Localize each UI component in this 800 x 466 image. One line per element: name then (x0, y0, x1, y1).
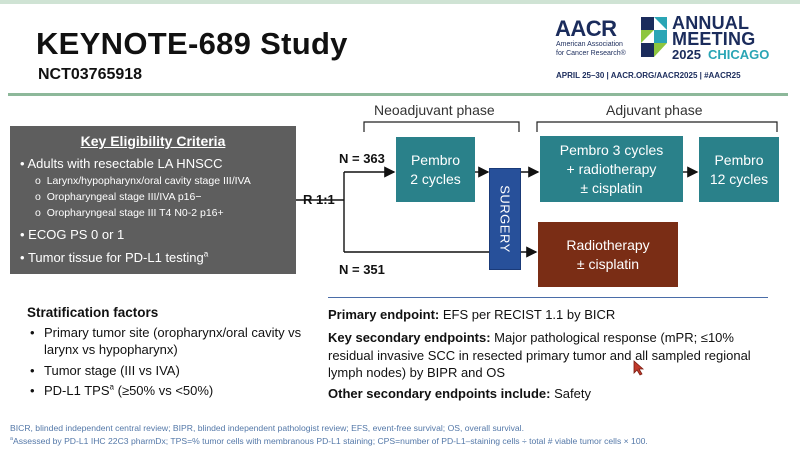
footnote-assessment-sup: a (10, 436, 13, 443)
pembro-2-cycles-line1: Pembro (410, 151, 460, 168)
secondary-endpoints-text: Major pathological response (mPR; ≤10% residual invasive SCC in resected primary tumor and all sampled regional lymph nodes) by BIPR and OS (328, 330, 751, 380)
stratification-item-1: • Primary tumor site (oropharynx/oral cavity vs larynx vs hypopharynx) (30, 324, 320, 358)
logo-org-text: American Association for Cancer Research® (556, 41, 626, 57)
logo-city-text: CHICAGO (708, 47, 770, 62)
adjuvant-phase-label: Adjuvant phase (606, 102, 703, 118)
logo-meeting-text: MEETING (672, 29, 756, 49)
pembro-12-cycles-box (699, 137, 779, 202)
slide-title: KEYNOTE-689 Study (36, 26, 348, 61)
primary-endpoint-label: Primary endpoint: (328, 307, 440, 322)
neoadjuvant-phase-label: Neoadjuvant phase (374, 102, 495, 118)
eligibility-item-1: • Adults with resectable LA HNSCC (20, 156, 223, 171)
stratification-heading: Stratification factors (27, 305, 159, 320)
adjuvant-bracket (537, 122, 777, 132)
pembro-3-cycles-rt-box (540, 136, 683, 202)
n-bottom-label: N = 351 (339, 262, 385, 277)
stratification-item-3-pre: PD-L1 TPS (44, 383, 110, 398)
eligibility-subitem-3: o Oropharyngeal stage III T4 N0-2 p16+ (35, 207, 224, 219)
eligibility-item-3: • Tumor tissue for PD-L1 testing$^a$ (20, 249, 209, 265)
eligibility-item-2: • ECOG PS 0 or 1 (20, 227, 125, 242)
other-endpoints-text: Safety (550, 386, 591, 401)
pembro-3-cycles-rt-text (560, 141, 663, 198)
pembro-2-cycles-text (410, 151, 461, 189)
eligibility-subitem-1: o Larynx/hypopharynx/oral cavity stage III/IVA (35, 175, 251, 187)
pembro-rt-line2: + radiotherapy (566, 160, 657, 177)
stratification-item-3-text (44, 382, 213, 399)
neoadjuvant-bracket (364, 122, 519, 132)
cursor-pointer-icon (632, 360, 648, 376)
pembro-rt-line1: Pembro 3 cycles (559, 141, 664, 158)
footnote-assessment (10, 436, 648, 446)
logo-dates-text: APRIL 25–30 | AACR.ORG/AACR2025 | #AACR25 (556, 71, 741, 80)
pembro-2-cycles-line2: 2 cycles (410, 170, 461, 187)
n-top-label: N = 363 (339, 151, 385, 166)
eligibility-item-1-text: Adults with resectable LA HNSCC (27, 156, 223, 171)
other-endpoints (328, 385, 778, 403)
trial-id: NCT03765918 (38, 66, 143, 83)
stratification-item-1-text: Primary tumor site (oropharynx/oral cavity vs larynx vs hypopharynx) (44, 325, 302, 357)
pembro-2-cycles-box (396, 137, 475, 202)
logo-year-text: 2025 (672, 47, 701, 62)
eligibility-item-3-text: Tumor tissue for PD-L1 testing (27, 250, 204, 265)
pembro12-line2: 12 cycles (709, 170, 769, 187)
secondary-endpoints (328, 329, 778, 382)
stratification-item-2: • Tumor stage (III vs IVA) (30, 363, 180, 378)
eligibility-item-2-text: ECOG PS 0 or 1 (28, 227, 125, 242)
logo-aacr-text: AACR (555, 16, 617, 41)
footnote-assessment-text: Assessed by PD-L1 IHC 22C3 pharmDx; TPS=% tumor cells with membranous PD-L1 staining; CPS=number of PD-L1–staining cells ÷ total # viable tumor cells × 100. (12, 436, 648, 446)
eligibility-subitem-2-text: Oropharyngeal stage III/IVA p16− (46, 191, 202, 203)
surgery-label: SURGERY (497, 185, 513, 253)
radiotherapy-line1: Radiotherapy (566, 236, 650, 253)
eligibility-subitem-2: o Oropharyngeal stage III/IVA p16− (35, 191, 202, 203)
stratification-item-2-text: Tumor stage (III vs IVA) (44, 363, 180, 378)
radiotherapy-text (566, 236, 649, 274)
endpoints-divider (328, 297, 768, 298)
randomization-label: R 1:1 (303, 192, 335, 207)
eligibility-heading: Key Eligibility Criteria (80, 133, 226, 149)
eligibility-item-3-sup: a (203, 249, 209, 259)
pembro-12-cycles-text (710, 151, 768, 189)
stratification-item-3-sup: a (109, 382, 114, 392)
secondary-endpoints-label: Key secondary endpoints: (328, 330, 491, 345)
primary-endpoint-text: EFS per RECIST 1.1 by BICR (439, 307, 616, 322)
footnote-abbreviations: BICR, blinded independent central review; BIPR, blinded independent pathologist review; EFS, event-free survival; OS, overall survival. (10, 423, 524, 433)
stratification-item-3: • PD-L1 TPS$^a$ (≥50% vs <50%) (30, 382, 214, 398)
eligibility-subitem-1-text: Larynx/hypopharynx/oral cavity stage III/IVA (46, 175, 251, 187)
other-endpoints-label: Other secondary endpoints include: (328, 386, 551, 401)
surgery-box (489, 168, 521, 270)
eligibility-subitem-3-text: Oropharyngeal stage III T4 N0-2 p16+ (46, 207, 224, 219)
stratification-item-3-post: (≥50% vs <50%) (114, 383, 214, 398)
primary-endpoint (328, 306, 778, 324)
radiotherapy-box (538, 222, 678, 287)
pembro12-line1: Pembro (714, 151, 764, 168)
logo-annual-text: ANNUAL (672, 13, 750, 33)
radiotherapy-line2: ± cisplatin (576, 255, 640, 272)
pembro-rt-line3: ± cisplatin (580, 179, 643, 196)
